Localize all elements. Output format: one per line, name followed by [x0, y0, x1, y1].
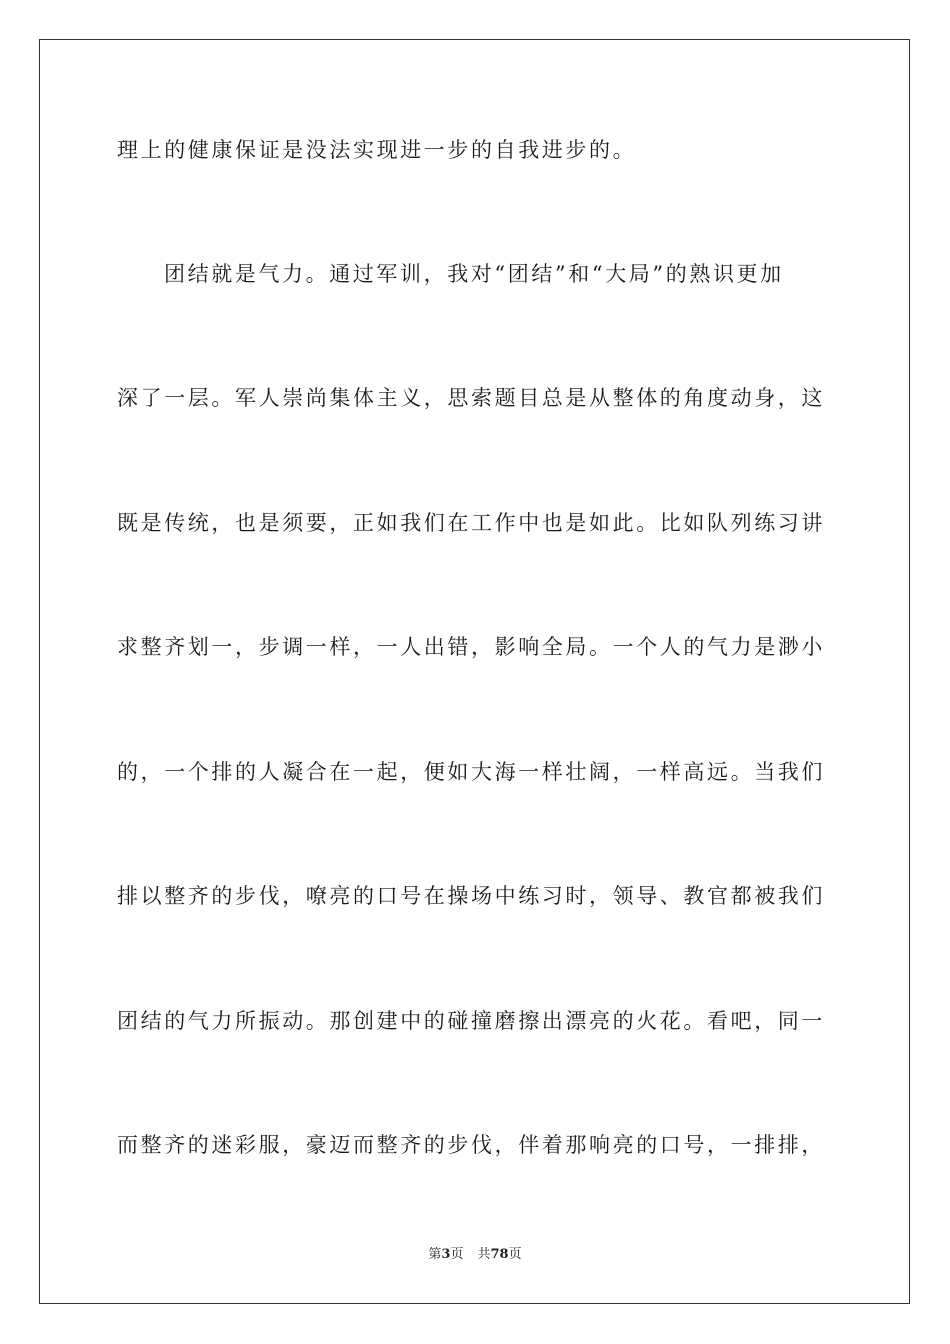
- text-line-4: 既是传统，也是须要，正如我们在工作中也是如此。比如队列练习讲: [117, 511, 825, 535]
- text-line-9: 而整齐的迷彩服，豪迈而整齐的步伐，伴着那响亮的口号，一排排，: [117, 1133, 825, 1157]
- footer-total-suffix: 页: [508, 1247, 522, 1262]
- total-page-count: 78: [490, 1247, 509, 1262]
- paragraph-start-line: 团结就是气力。通过军训，我对“团结”和“大局”的熟识更加: [164, 262, 784, 286]
- text-line-5: 求整齐划一，步调一样，一人出错，影响全局。一个人的气力是渺小: [117, 635, 825, 659]
- footer-total-prefix: 共: [477, 1247, 491, 1262]
- page-border: [39, 39, 910, 1304]
- text-line-7: 排以整齐的步伐，嘹亮的口号在操场中练习时，领导、教官都被我们: [117, 884, 825, 908]
- page-footer: [0, 1246, 950, 1264]
- text-line-1: 理上的健康保证是没法实现进一步的自我进步的。: [117, 138, 637, 162]
- text-line-8: 团结的气力所振动。那创建中的碰撞磨擦出漂亮的火花。看吧，同一: [117, 1009, 825, 1033]
- current-page-number: 3: [441, 1247, 451, 1262]
- text-line-6: 的，一个排的人凝合在一起，便如大海一样壮阔，一样高远。当我们: [117, 760, 825, 784]
- text-line-3: 深了一层。军人崇尚集体主义，思索题目总是从整体的角度动身，这: [117, 386, 825, 410]
- footer-prefix: 第: [428, 1247, 442, 1262]
- footer-page-suffix: 页: [450, 1247, 464, 1262]
